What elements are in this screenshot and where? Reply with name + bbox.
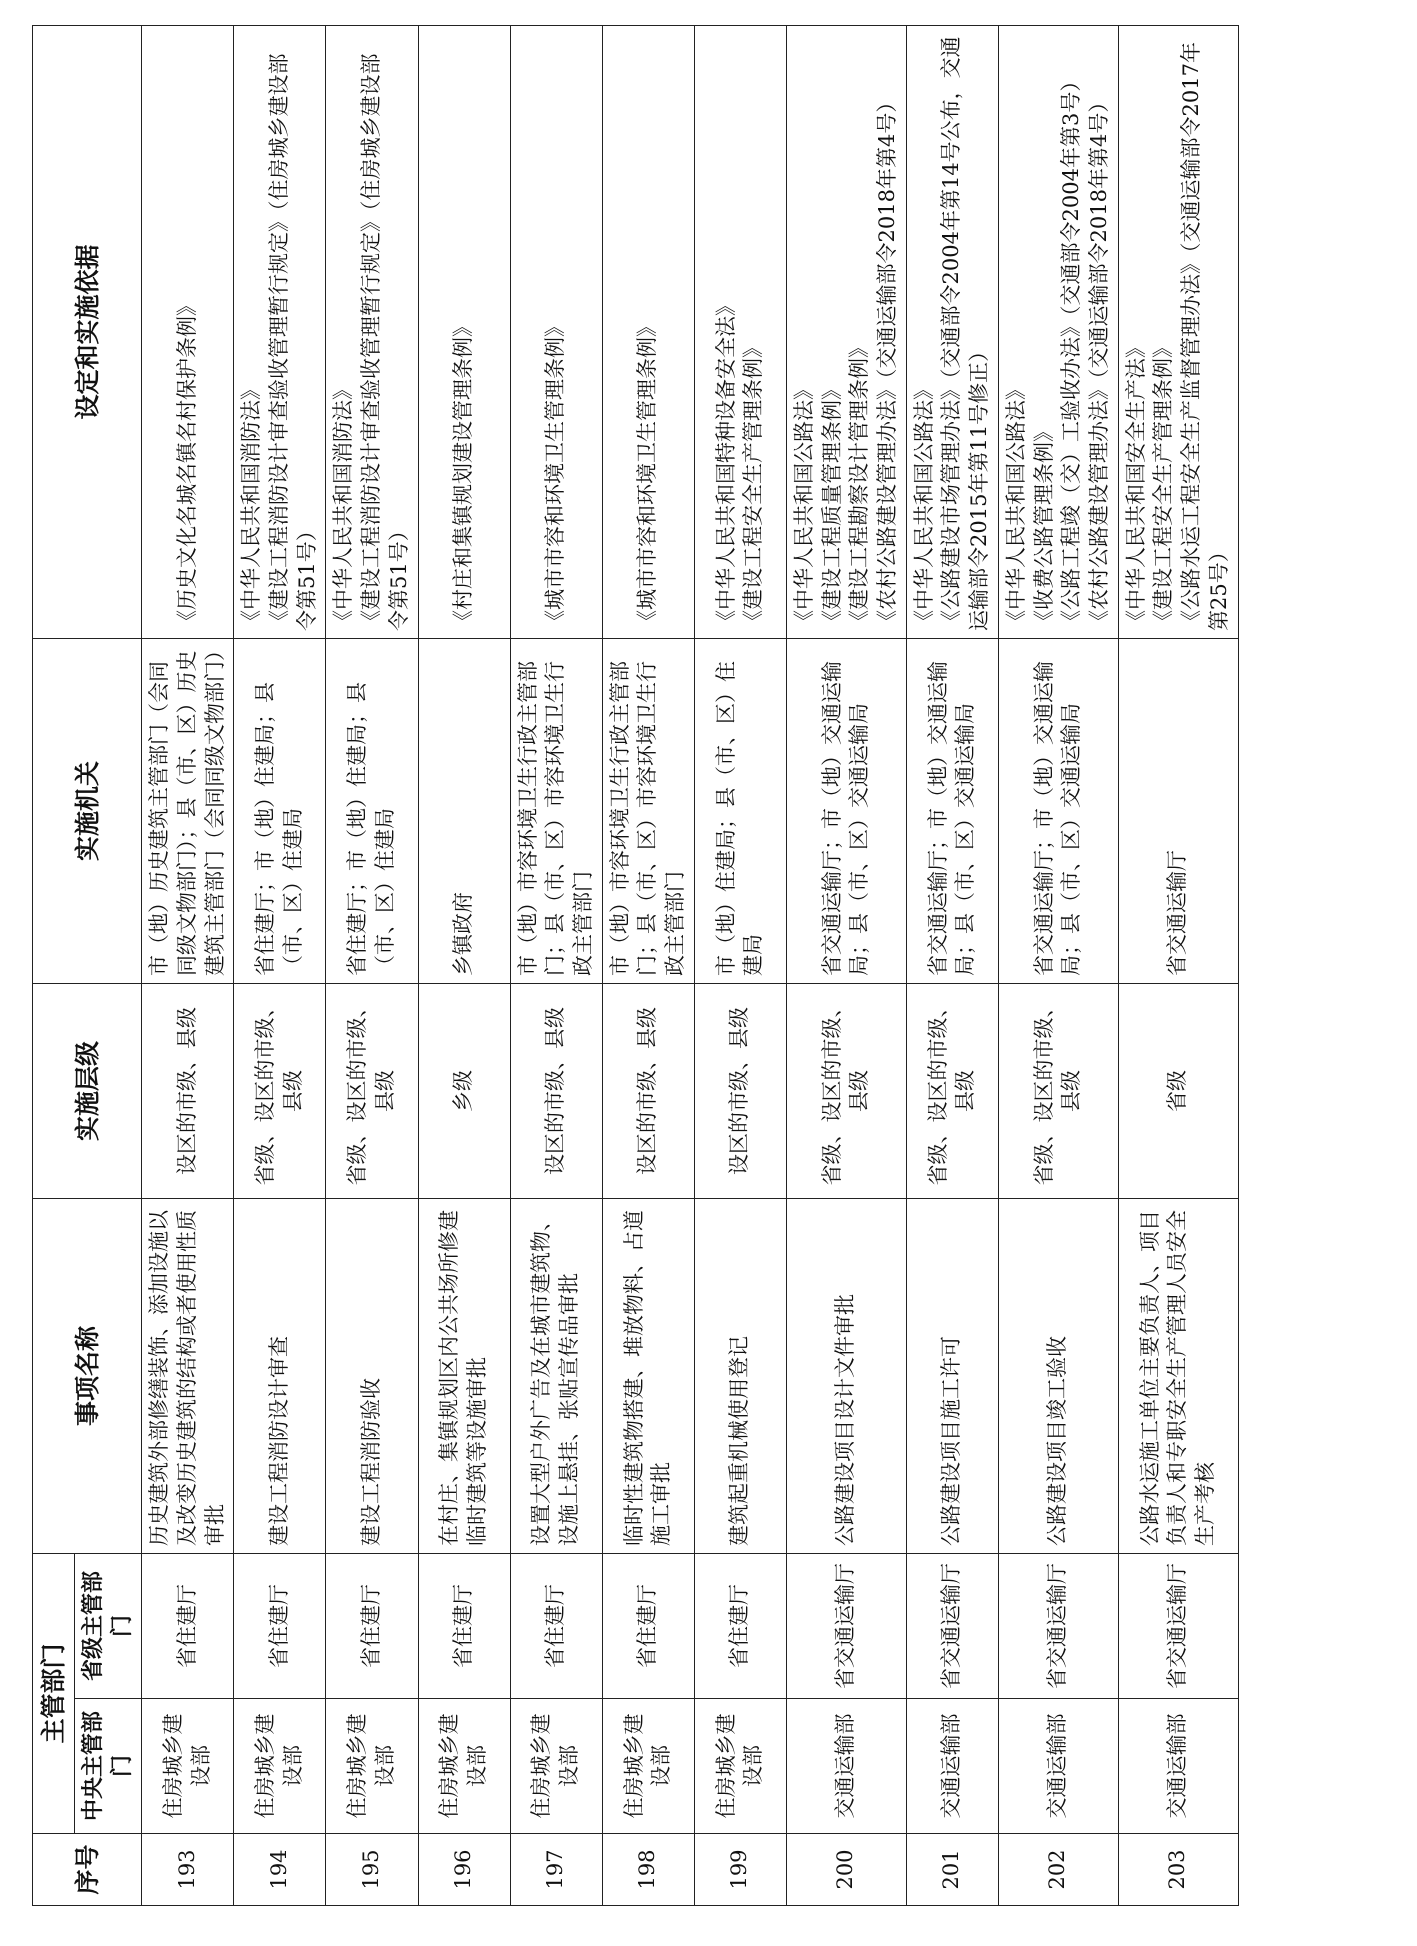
basis-cell [142, 25, 234, 638]
level-cell: 设区的市级、县级 [510, 983, 602, 1198]
provincial-dept-cell: 省住建厅 [694, 1553, 786, 1698]
header-provincial: 省级主管部门 [75, 1553, 142, 1698]
basis-line: 《公路建设市场管理办法》（交通部令2004年第14号公布，交通运输部令2015年第11号修正） [939, 36, 992, 631]
provincial-dept-cell: 省交通运输厅 [1118, 1553, 1238, 1698]
provincial-dept-cell: 省交通运输厅 [786, 1553, 906, 1698]
central-dept-cell: 住房城乡建设部 [694, 1699, 786, 1834]
basis-line: 《农村公路建设管理办法》（交通运输部令2018年第4号） [875, 91, 899, 631]
header-agency: 实施机关 [33, 638, 142, 983]
provincial-dept-cell: 省住建厅 [510, 1553, 602, 1698]
item-name-cell: 在村庄、集镇规划区内公共场所修建临时建筑等设施审批 [418, 1198, 510, 1553]
basis-line: 《建设工程安全生产管理条例》 [1151, 336, 1176, 631]
level-cell: 省级、设区的市级、县级 [234, 983, 326, 1198]
agency-cell: 乡镇政府 [418, 638, 510, 983]
basis-cell [326, 25, 418, 638]
basis-cell [694, 25, 786, 638]
header-dept-group: 主管部门 [33, 1553, 75, 1833]
level-cell: 乡级 [418, 983, 510, 1198]
central-dept-cell: 住房城乡建设部 [142, 1699, 234, 1834]
provincial-dept-cell: 省住建厅 [418, 1553, 510, 1698]
header-seq: 序号 [33, 1834, 142, 1906]
header-central: 中央主管部门 [75, 1699, 142, 1834]
items-table [32, 25, 1239, 1906]
table-row [602, 25, 694, 1905]
basis-line: 《中华人民共和国消防法》 [239, 378, 264, 631]
provincial-dept-cell: 省住建厅 [234, 1553, 326, 1698]
header-basis: 设定和实施依据 [33, 25, 142, 638]
central-dept-cell: 住房城乡建设部 [602, 1699, 694, 1834]
provincial-dept-cell: 省交通运输厅 [906, 1553, 998, 1698]
seq-cell: 198 [602, 1834, 694, 1906]
seq-cell: 195 [326, 1834, 418, 1906]
item-name-cell: 历史建筑外部修缮装饰、添加设施以及改变历史建筑的结构或者使用性质审批 [142, 1198, 234, 1553]
agency-cell: 市（地）市容环境卫生行政主管部门；县（市、区）市容环境卫生行政主管部门 [602, 638, 694, 983]
seq-cell: 203 [1118, 1834, 1238, 1906]
central-dept-cell: 交通运输部 [906, 1699, 998, 1834]
item-name-cell: 公路建设项目施工许可 [906, 1198, 998, 1553]
central-dept-cell: 住房城乡建设部 [234, 1699, 326, 1834]
table-row [906, 25, 998, 1905]
central-dept-cell: 住房城乡建设部 [510, 1699, 602, 1834]
item-name-cell: 建设工程消防验收 [326, 1198, 418, 1553]
seq-cell: 202 [998, 1834, 1118, 1906]
basis-line: 《中华人民共和国消防法》 [331, 378, 356, 631]
level-cell: 省级 [1118, 983, 1238, 1198]
level-cell: 设区的市级、县级 [694, 983, 786, 1198]
agency-cell: 市（地）住建局；县（市、区）住建局 [694, 638, 786, 983]
basis-line: 《城市市容和环境卫生管理条例》 [543, 315, 568, 631]
basis-line: 《建设工程消防设计审查验收管理暂行规定》（住房城乡建设部令第51号） [359, 53, 411, 631]
item-name-cell: 建设工程消防设计审查 [234, 1198, 326, 1553]
basis-line: 《中华人民共和国特种设备安全法》 [713, 294, 738, 631]
provincial-dept-cell: 省住建厅 [142, 1553, 234, 1698]
basis-cell [602, 25, 694, 638]
item-name-cell: 临时性建筑物搭建、堆放物料、占道施工审批 [602, 1198, 694, 1553]
agency-cell: 省交通运输厅 [1118, 638, 1238, 983]
level-cell: 省级、设区的市级、县级 [786, 983, 906, 1198]
agency-cell: 省交通运输厅；市（地）交通运输局；县（市、区）交通运输局 [906, 638, 998, 983]
agency-cell: 省交通运输厅；市（地）交通运输局；县（市、区）交通运输局 [998, 638, 1118, 983]
seq-cell: 196 [418, 1834, 510, 1906]
basis-cell [1118, 25, 1238, 638]
table-header [33, 25, 142, 1905]
seq-cell: 194 [234, 1834, 326, 1906]
item-name-cell: 公路建设项目设计文件审批 [786, 1198, 906, 1553]
seq-cell: 197 [510, 1834, 602, 1906]
basis-cell [510, 25, 602, 638]
table-row [326, 25, 418, 1905]
seq-cell: 199 [694, 1834, 786, 1906]
level-cell: 省级、设区的市级、县级 [326, 983, 418, 1198]
header-item: 事项名称 [33, 1198, 142, 1553]
central-dept-cell: 交通运输部 [998, 1699, 1118, 1834]
item-name-cell: 建筑起重机械使用登记 [694, 1198, 786, 1553]
basis-line: 《建设工程消防设计审查验收管理暂行规定》（住房城乡建设部令第51号） [266, 53, 319, 631]
basis-line: 《中华人民共和国公路法》 [1003, 378, 1028, 631]
agency-cell: 省住建厅；市（地）住建局；县（市、区）住建局 [234, 638, 326, 983]
basis-line: 《建设工程安全生产管理条例》 [741, 336, 766, 631]
table-row [786, 25, 906, 1905]
agency-cell: 省交通运输厅；市（地）交通运输局；县（市、区）交通运输局 [786, 638, 906, 983]
seq-cell: 200 [786, 1834, 906, 1906]
basis-cell [418, 25, 510, 638]
basis-line: 《收费公路管理条例》 [1031, 420, 1056, 631]
table-row [418, 25, 510, 1905]
basis-line: 《农村公路建设管理办法》（交通运输部令2018年第4号） [1087, 91, 1112, 631]
central-dept-cell: 交通运输部 [786, 1699, 906, 1834]
table-row [694, 25, 786, 1905]
header-level: 实施层级 [33, 983, 142, 1198]
basis-line: 《村庄和集镇规划建设管理条例》 [451, 315, 476, 631]
item-name-cell: 设置大型户外广告及在城市建筑物、设施上悬挂、张贴宣传品审批 [510, 1198, 602, 1553]
provincial-dept-cell: 省住建厅 [326, 1553, 418, 1698]
basis-line: 《城市市容和环境卫生管理条例》 [635, 315, 660, 631]
agency-cell: 市（地）市容环境卫生行政主管部门；县（市、区）市容环境卫生行政主管部门 [510, 638, 602, 983]
item-name-cell: 公路建设项目竣工验收 [998, 1198, 1118, 1553]
provincial-dept-cell: 省住建厅 [602, 1553, 694, 1698]
level-cell: 省级、设区的市级、县级 [906, 983, 998, 1198]
agency-cell: 省住建厅；市（地）住建局；县（市、区）住建局 [326, 638, 418, 983]
seq-cell: 193 [142, 1834, 234, 1906]
basis-line: 《中华人民共和国公路法》 [791, 378, 816, 631]
basis-line: 《公路工程竣（交）工验收办法》（交通部令2004年第3号） [1059, 70, 1084, 631]
agency-cell: 市（地）历史建筑主管部门（会同同级文物部门）；县（市、区）历史建筑主管部门（会同同级文物部门） [142, 638, 234, 983]
provincial-dept-cell: 省交通运输厅 [998, 1553, 1118, 1698]
level-cell: 设区的市级、县级 [602, 983, 694, 1198]
basis-line: 《公路水运工程安全生产监督管理办法》（交通运输部令2017年第25号） [1179, 42, 1231, 631]
central-dept-cell: 交通运输部 [1118, 1699, 1238, 1834]
basis-line: 《建设工程质量管理条例》 [819, 378, 844, 631]
basis-cell [786, 25, 906, 638]
table-row [142, 25, 234, 1905]
basis-line: 《历史文化名城名镇名村保护条例》 [174, 294, 199, 631]
level-cell: 设区的市级、县级 [142, 983, 234, 1198]
table-row [510, 25, 602, 1905]
central-dept-cell: 住房城乡建设部 [418, 1699, 510, 1834]
basis-cell [906, 25, 998, 638]
table-row [1118, 25, 1238, 1905]
seq-cell: 201 [906, 1834, 998, 1906]
central-dept-cell: 住房城乡建设部 [326, 1699, 418, 1834]
table-row [998, 25, 1118, 1905]
item-name-cell: 公路水运施工单位主要负责人、项目负责人和专职安全生产管理人员安全生产考核 [1118, 1198, 1238, 1553]
basis-cell [998, 25, 1118, 638]
basis-line: 《中华人民共和国安全生产法》 [1123, 336, 1148, 631]
basis-line: 《建设工程勘察设计管理条例》 [847, 336, 872, 631]
table-body [142, 25, 1239, 1905]
basis-cell [234, 25, 326, 638]
table-row [234, 25, 326, 1905]
basis-line: 《中华人民共和国公路法》 [911, 378, 936, 631]
level-cell: 省级、设区的市级、县级 [998, 983, 1118, 1198]
